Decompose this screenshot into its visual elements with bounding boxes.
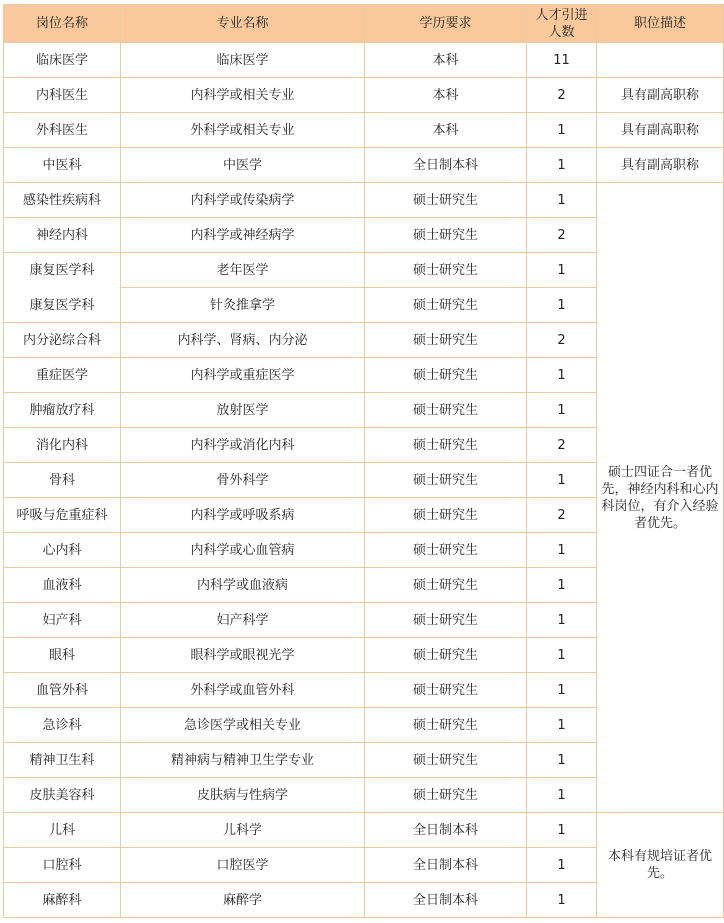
cell-post: 眼科: [4, 638, 121, 673]
cell-post: 康复医学科: [4, 253, 121, 288]
cell-post: 神经内科: [4, 218, 121, 253]
cell-count: 1: [527, 848, 597, 883]
cell-count: 1: [527, 463, 597, 498]
cell-edu: 硕士研究生: [365, 463, 527, 498]
cell-edu: 硕士研究生: [365, 218, 527, 253]
cell-post: 麻醉科: [4, 883, 121, 918]
cell-major: 妇产科学: [121, 603, 365, 638]
table-row: [4, 813, 724, 848]
bachelor-group-note: 本科有规培证者优先。: [597, 813, 724, 918]
cell-post: 康复医学科: [4, 288, 121, 323]
table-row: [4, 43, 724, 78]
cell-post: 消化内科: [4, 428, 121, 463]
table-row: [4, 148, 724, 183]
cell-major: 精神病与精神卫生学专业: [121, 743, 365, 778]
cell-post: 呼吸与危重症科: [4, 498, 121, 533]
cell-count: 1: [527, 603, 597, 638]
cell-edu: 本科: [365, 113, 527, 148]
cell-major: 内科学或心血管病: [121, 533, 365, 568]
cell-description: 具有副高职称: [597, 148, 724, 183]
cell-major: 内科学或神经病学: [121, 218, 365, 253]
cell-edu: 硕士研究生: [365, 638, 527, 673]
cell-edu: 全日制本科: [365, 148, 527, 183]
cell-count: 1: [527, 743, 597, 778]
cell-post: 急诊科: [4, 708, 121, 743]
cell-edu: 硕士研究生: [365, 358, 527, 393]
header-post: 岗位名称: [4, 5, 121, 43]
cell-edu: 全日制本科: [365, 848, 527, 883]
cell-major: 骨外科学: [121, 463, 365, 498]
header-count: 人才引进人数: [527, 5, 597, 43]
cell-count: 1: [527, 778, 597, 813]
cell-count: 1: [527, 673, 597, 708]
cell-edu: 硕士研究生: [365, 323, 527, 358]
cell-major: 针灸推拿学: [121, 288, 365, 323]
cell-count: 1: [527, 883, 597, 918]
cell-count: 1: [527, 288, 597, 323]
cell-count: 2: [527, 323, 597, 358]
cell-count: 1: [527, 568, 597, 603]
table-body: [4, 43, 724, 918]
cell-major: 内科学或相关专业: [121, 78, 365, 113]
master-group-note: 硕士四证合一者优先，神经内科和心内科岗位，有介入经验者优先。: [597, 183, 724, 813]
cell-edu: 全日制本科: [365, 883, 527, 918]
cell-edu: 硕士研究生: [365, 253, 527, 288]
cell-post: 感染性疾病科: [4, 183, 121, 218]
cell-major: 内科学或传染病学: [121, 183, 365, 218]
cell-post: 肿瘤放疗科: [4, 393, 121, 428]
cell-post: 重症医学: [4, 358, 121, 393]
cell-major: 内科学、肾病、内分泌: [121, 323, 365, 358]
cell-post: 临床医学: [4, 43, 121, 78]
cell-post: 血管外科: [4, 673, 121, 708]
cell-edu: 全日制本科: [365, 813, 527, 848]
cell-major: 临床医学: [121, 43, 365, 78]
cell-edu: 硕士研究生: [365, 603, 527, 638]
cell-post: 心内科: [4, 533, 121, 568]
cell-count: 1: [527, 148, 597, 183]
cell-edu: 本科: [365, 78, 527, 113]
header-row: [4, 5, 724, 43]
table-row: [4, 113, 724, 148]
cell-count: 2: [527, 428, 597, 463]
cell-major: 麻醉学: [121, 883, 365, 918]
cell-count: 1: [527, 813, 597, 848]
cell-major: 放射医学: [121, 393, 365, 428]
cell-count: 1: [527, 253, 597, 288]
cell-major: 儿科学: [121, 813, 365, 848]
cell-edu: 硕士研究生: [365, 778, 527, 813]
cell-count: 1: [527, 708, 597, 743]
cell-post: 外科医生: [4, 113, 121, 148]
header-major: 专业名称: [121, 5, 365, 43]
cell-post: 骨科: [4, 463, 121, 498]
cell-count: 1: [527, 183, 597, 218]
cell-major: 皮肤病与性病学: [121, 778, 365, 813]
cell-post: 内分泌综合科: [4, 323, 121, 358]
cell-post: 血液科: [4, 568, 121, 603]
cell-major: 内科学或呼吸系病: [121, 498, 365, 533]
cell-post: 内科医生: [4, 78, 121, 113]
cell-major: 眼科学或眼视光学: [121, 638, 365, 673]
recruitment-table: [3, 4, 724, 918]
cell-post: 妇产科: [4, 603, 121, 638]
cell-edu: 本科: [365, 43, 527, 78]
cell-count: 1: [527, 393, 597, 428]
cell-post: 皮肤美容科: [4, 778, 121, 813]
cell-edu: 硕士研究生: [365, 568, 527, 603]
cell-count: 2: [527, 498, 597, 533]
cell-edu: 硕士研究生: [365, 533, 527, 568]
cell-description: [597, 43, 724, 78]
cell-count: 1: [527, 358, 597, 393]
cell-major: 内科学或重症医学: [121, 358, 365, 393]
cell-edu: 硕士研究生: [365, 288, 527, 323]
cell-edu: 硕士研究生: [365, 708, 527, 743]
cell-major: 急诊医学或相关专业: [121, 708, 365, 743]
cell-edu: 硕士研究生: [365, 673, 527, 708]
cell-edu: 硕士研究生: [365, 428, 527, 463]
cell-post: 儿科: [4, 813, 121, 848]
cell-post: 口腔科: [4, 848, 121, 883]
cell-major: 口腔医学: [121, 848, 365, 883]
cell-major: 老年医学: [121, 253, 365, 288]
header-education: 学历要求: [365, 5, 527, 43]
cell-count: 11: [527, 43, 597, 78]
cell-major: 内科学或血液病: [121, 568, 365, 603]
cell-edu: 硕士研究生: [365, 393, 527, 428]
cell-post: 精神卫生科: [4, 743, 121, 778]
cell-major: 外科学或血管外科: [121, 673, 365, 708]
cell-major: 外科学或相关专业: [121, 113, 365, 148]
cell-count: 1: [527, 638, 597, 673]
table-row: [4, 78, 724, 113]
cell-edu: 硕士研究生: [365, 498, 527, 533]
cell-major: 中医学: [121, 148, 365, 183]
cell-major: 内科学或消化内科: [121, 428, 365, 463]
table-row: [4, 183, 724, 218]
cell-count: 2: [527, 78, 597, 113]
cell-edu: 硕士研究生: [365, 743, 527, 778]
cell-edu: 硕士研究生: [365, 183, 527, 218]
cell-count: 1: [527, 113, 597, 148]
header-description: 职位描述: [597, 5, 724, 43]
cell-description: 具有副高职称: [597, 78, 724, 113]
cell-description: 具有副高职称: [597, 113, 724, 148]
cell-count: 2: [527, 218, 597, 253]
cell-count: 1: [527, 533, 597, 568]
cell-post: 中医科: [4, 148, 121, 183]
